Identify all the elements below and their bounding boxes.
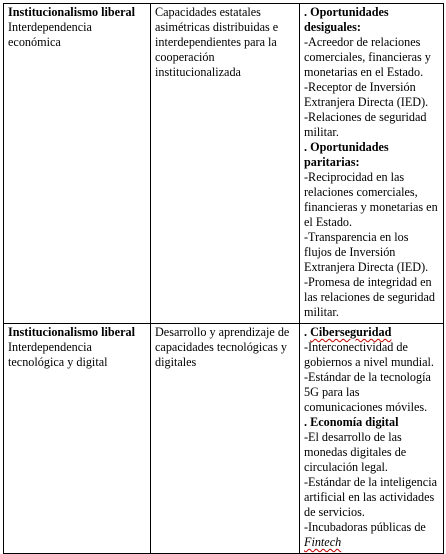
- approach-cell: [4, 4, 151, 324]
- opportunity-item: -Acreedor de relaciones comerciales, financieras y monetarias en el Estado.: [304, 35, 431, 79]
- opportunity-item: -Estándar de la tecnología 5G para las comunicaciones móviles.: [304, 370, 431, 414]
- approach-title: Institucionalismo liberal: [8, 5, 135, 19]
- capacities-cell: [151, 4, 300, 324]
- opportunities-heading: [304, 325, 439, 340]
- approach-subtitle: Interdependencia tecnológica y digital: [8, 340, 108, 369]
- approach-cell: [4, 324, 151, 554]
- opportunities-heading: . Economía digital: [304, 415, 399, 429]
- spellcheck-word: Fintech: [304, 535, 342, 549]
- item-prefix: -Incubadoras públicas de: [304, 520, 426, 534]
- opportunity-item: -Promesa de integridad en las relaciones de seguridad militar.: [304, 275, 435, 319]
- opportunity-item: -El desarrollo de las monedas digitales de circulación legal.: [304, 430, 407, 474]
- spellcheck-word: Ciberseguridad: [310, 325, 392, 339]
- opportunities-heading: . Oportunidades desiguales:: [304, 5, 389, 34]
- opportunity-item: -Relaciones de seguridad militar.: [304, 110, 427, 139]
- capacities-text: Capacidades estatales asimétricas distribuidas e interdependientes para la cooperación institucionalizada: [155, 5, 279, 79]
- opportunities-cell: [300, 324, 444, 554]
- opportunity-item: -Estándar de la inteligencia artificial en las actividades de servicios.: [304, 475, 437, 519]
- capacities-cell: [151, 324, 300, 554]
- opportunity-item: -Interconectividad de gobiernos a nivel mundial.: [304, 340, 434, 369]
- comparison-table: [3, 3, 444, 554]
- opportunity-item: -Transparencia en los flujos de Inversión Extranjera Directa (IED).: [304, 230, 429, 274]
- table-row: [4, 324, 444, 554]
- approach-subtitle: Interdependencia económica: [8, 20, 92, 49]
- table-row: [4, 4, 444, 324]
- heading-prefix: .: [304, 325, 311, 339]
- opportunity-item: -Receptor de Inversión Extranjera Directa (IED).: [304, 80, 429, 109]
- approach-title: Institucionalismo liberal: [8, 325, 135, 339]
- opportunities-cell: [300, 4, 444, 324]
- capacities-text: Desarrollo y aprendizaje de capacidades tecnológicas y digitales: [155, 325, 290, 369]
- opportunities-heading: . Oportunidades paritarias:: [304, 140, 389, 169]
- opportunity-item: -Reciprocidad en las relaciones comerciales, financieras y monetarias en el Estado.: [304, 170, 438, 229]
